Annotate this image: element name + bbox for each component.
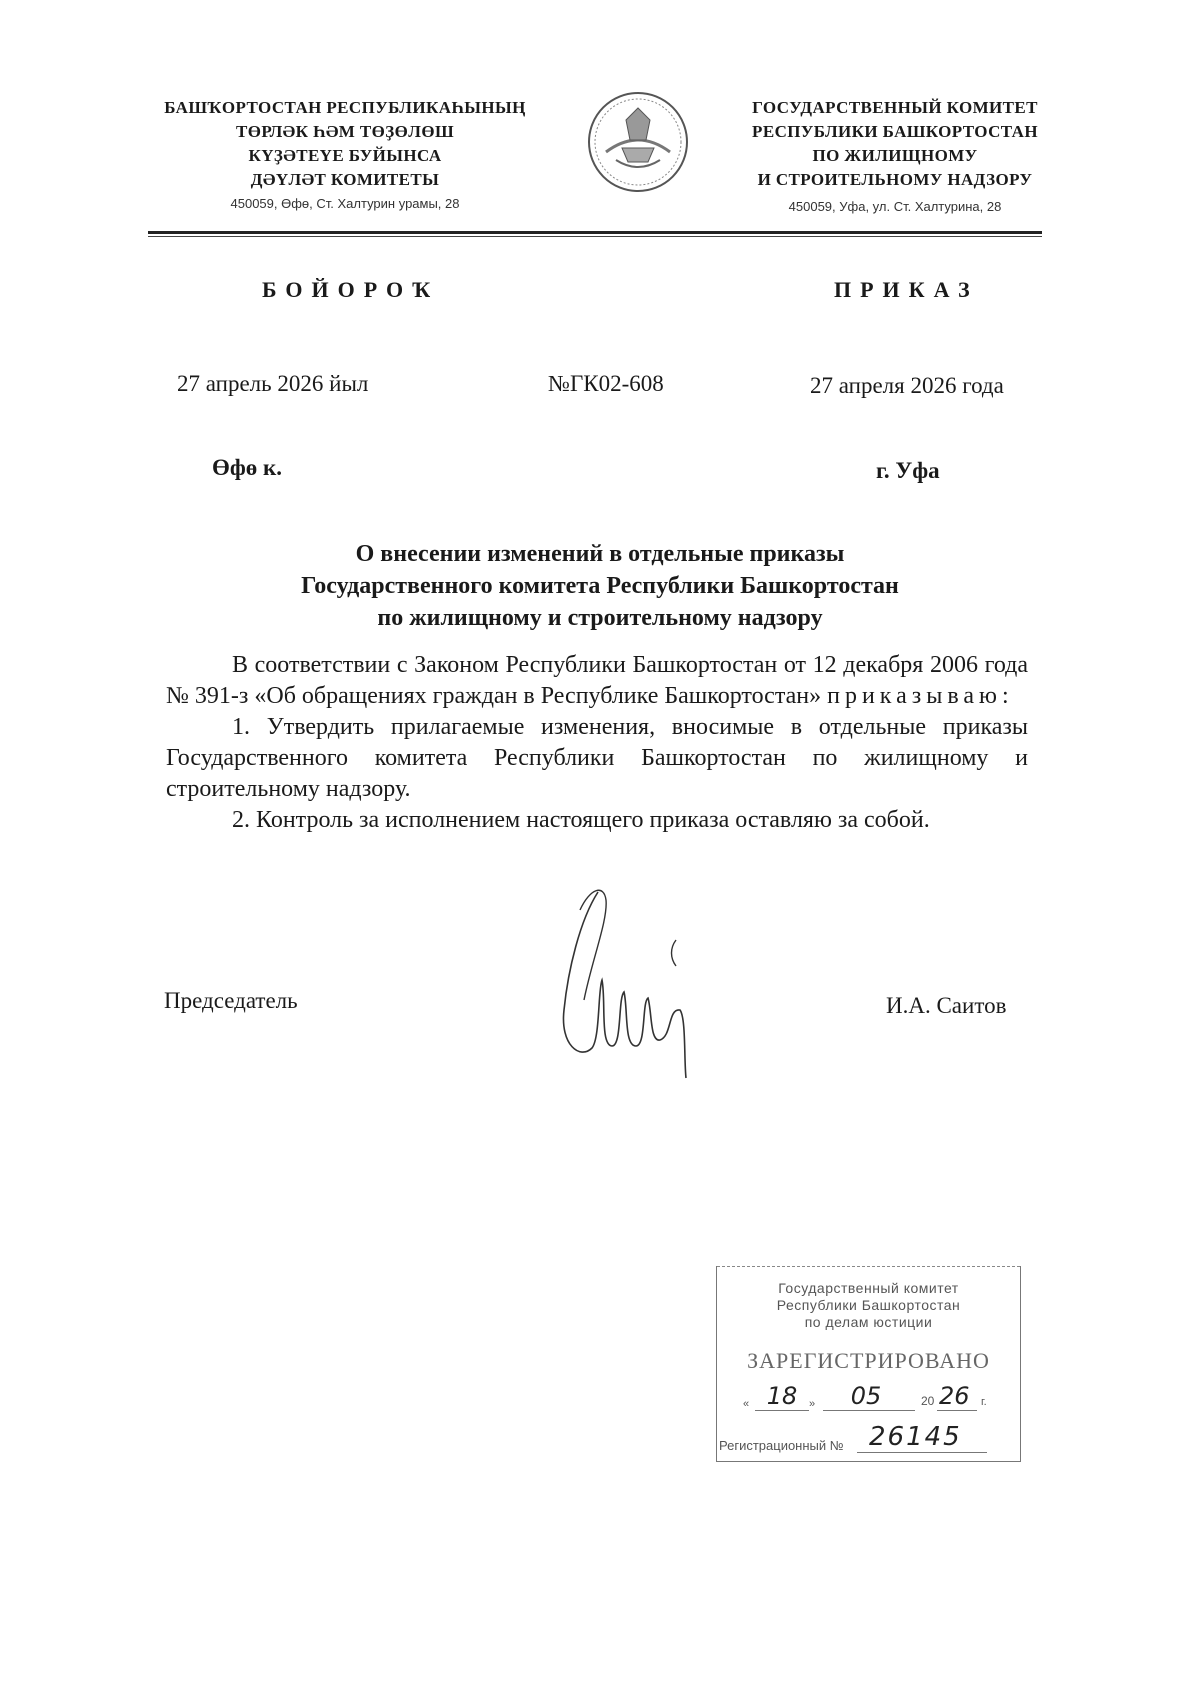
body-intro: В соответствии с Законом Республики Башкортостан от 12 декабря 2006 года № 391-з «Об обращениях граждан в Республике Башкортостан» — [166, 652, 1028, 709]
header-divider-thick — [148, 231, 1042, 234]
header-left-line: ДӘҮЛӘТ КОМИТЕТЫ — [250, 170, 440, 189]
header-right-line: И СТРОИТЕЛЬНОМУ НАДЗОРУ — [757, 170, 1033, 189]
body-item-2: 2. Контроль за исполнением настоящего приказа оставляю за собой. — [232, 807, 930, 833]
handwritten-signature — [540, 880, 700, 1080]
header-left-line: БАШҠОРТОСТАН РЕСПУБЛИКАҺЫНЫҢ — [164, 98, 526, 117]
stamp-top-border — [717, 1266, 1020, 1267]
stamp-month: 05 — [850, 1382, 882, 1410]
document-body — [166, 650, 1028, 836]
registration-stamp — [716, 1266, 1021, 1462]
stamp-day: 18 — [766, 1382, 798, 1410]
stamp-date: « 18 » 05 20 26 г. — [743, 1382, 987, 1410]
stamp-reg-number: 26145 — [869, 1422, 962, 1452]
header-right-address: 450059, Уфа, ул. Ст. Халтурина, 28 — [788, 199, 1002, 214]
stamp-line: Республики Башкортостан — [776, 1297, 961, 1313]
header-right — [740, 96, 1050, 192]
place-left: Өфө к. — [212, 455, 283, 480]
stamp-registration-number — [717, 1422, 1020, 1456]
date-right: 27 апреля 2026 года — [810, 373, 1004, 398]
coat-of-arms-icon — [586, 90, 690, 194]
header-left-line: КҮҘӘТЕҮЕ БУЙЫНСА — [248, 146, 442, 165]
header-right-line: ГОСУДАРСТВЕННЫЙ КОМИТЕТ — [752, 98, 1038, 117]
doc-type-left: БОЙОРОҠ — [262, 277, 440, 302]
header-divider-thin — [148, 236, 1042, 237]
order-word: приказываю: — [827, 683, 1014, 709]
date-left: 27 апрель 2026 йыл — [177, 371, 369, 396]
stamp-year-unit: г. — [981, 1396, 987, 1408]
header-right-line: ПО ЖИЛИЩНОМУ — [812, 146, 978, 165]
stamp-reg-label: Регистрационный № — [719, 1438, 844, 1453]
header-left-address: 450059, Өфө, Ст. Халтурин урамы, 28 — [230, 196, 460, 211]
document-title — [150, 538, 1050, 634]
header-left-line: ТӨРЛӘК ҺӘМ ТӨҘӨЛӨШ — [235, 122, 455, 141]
signatory-name: И.А. Саитов — [886, 993, 1007, 1018]
title-line: по жилищному и строительному надзору — [377, 605, 823, 631]
doc-type-right: ПРИКАЗ — [834, 277, 979, 302]
stamp-registered: ЗАРЕГИСТРИРОВАНО — [747, 1348, 990, 1373]
header-left — [150, 96, 540, 192]
stamp-line: по делам юстиции — [804, 1314, 933, 1330]
header-right-line: РЕСПУБЛИКИ БАШКОРТОСТАН — [752, 122, 1038, 141]
signature-position: Председатель — [164, 988, 298, 1013]
stamp-year-suffix: 26 — [939, 1382, 970, 1410]
title-line: О внесении изменений в отдельные приказы — [355, 541, 845, 567]
body-item-1: 1. Утвердить прилагаемые изменения, вносимые в отдельные приказы Государственного комитета Республики Башкортостан по жилищному и строительному надзору. — [166, 714, 1028, 802]
order-number: №ГК02-608 — [548, 371, 664, 396]
stamp-line: Государственный комитет — [778, 1280, 959, 1296]
stamp-authority — [717, 1280, 1020, 1331]
place-right: г. Уфа — [876, 458, 940, 483]
stamp-year-prefix: 20 — [921, 1394, 935, 1408]
title-line: Государственного комитета Республики Башкортостан — [301, 573, 899, 599]
